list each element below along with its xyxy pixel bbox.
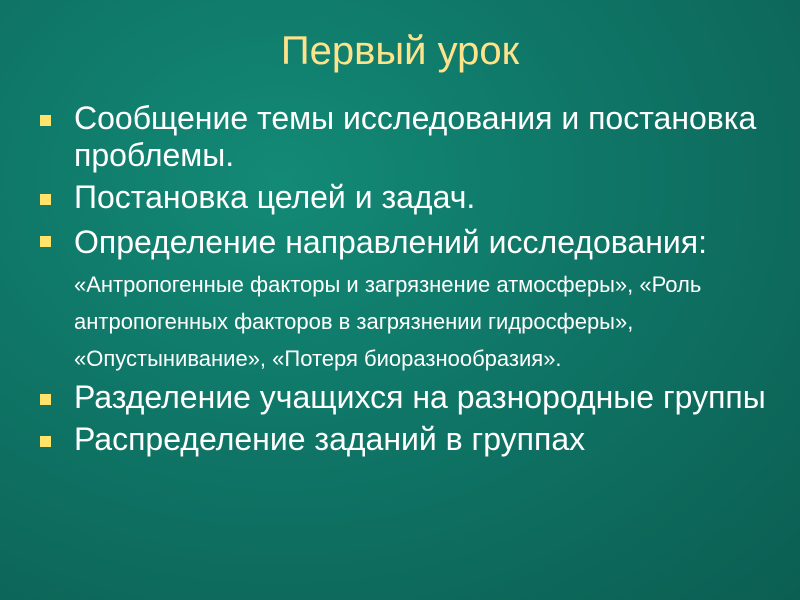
bullet-text: Сообщение темы исследования и постановка проблемы. <box>74 100 757 173</box>
bullet-item <box>38 179 778 216</box>
bullet-item <box>38 379 778 416</box>
bullet-text: Распределение заданий в группах <box>74 421 586 457</box>
bullet-text: Постановка целей и задач. <box>74 179 476 215</box>
bullet-item <box>38 221 778 374</box>
bullet-text: Определение направлений исследования: <box>74 224 707 260</box>
square-bullet-icon <box>40 394 51 405</box>
square-bullet-icon <box>40 236 51 247</box>
bullet-detail-text: «Антропогенные факторы и загрязнение атмосферы», «Роль антропогенных факторов в загрязнении гидросферы», «Опустынивание», «Потеря биоразнообразия». <box>74 272 702 371</box>
square-bullet-icon <box>40 436 51 447</box>
bullet-text: Разделение учащихся на разнородные группы <box>74 379 766 415</box>
bullet-item <box>38 421 778 458</box>
square-bullet-icon <box>40 115 51 126</box>
square-bullet-icon <box>40 194 51 205</box>
bullet-item <box>38 100 778 174</box>
slide-title: Первый урок <box>280 29 520 73</box>
bullet-list <box>38 100 778 463</box>
